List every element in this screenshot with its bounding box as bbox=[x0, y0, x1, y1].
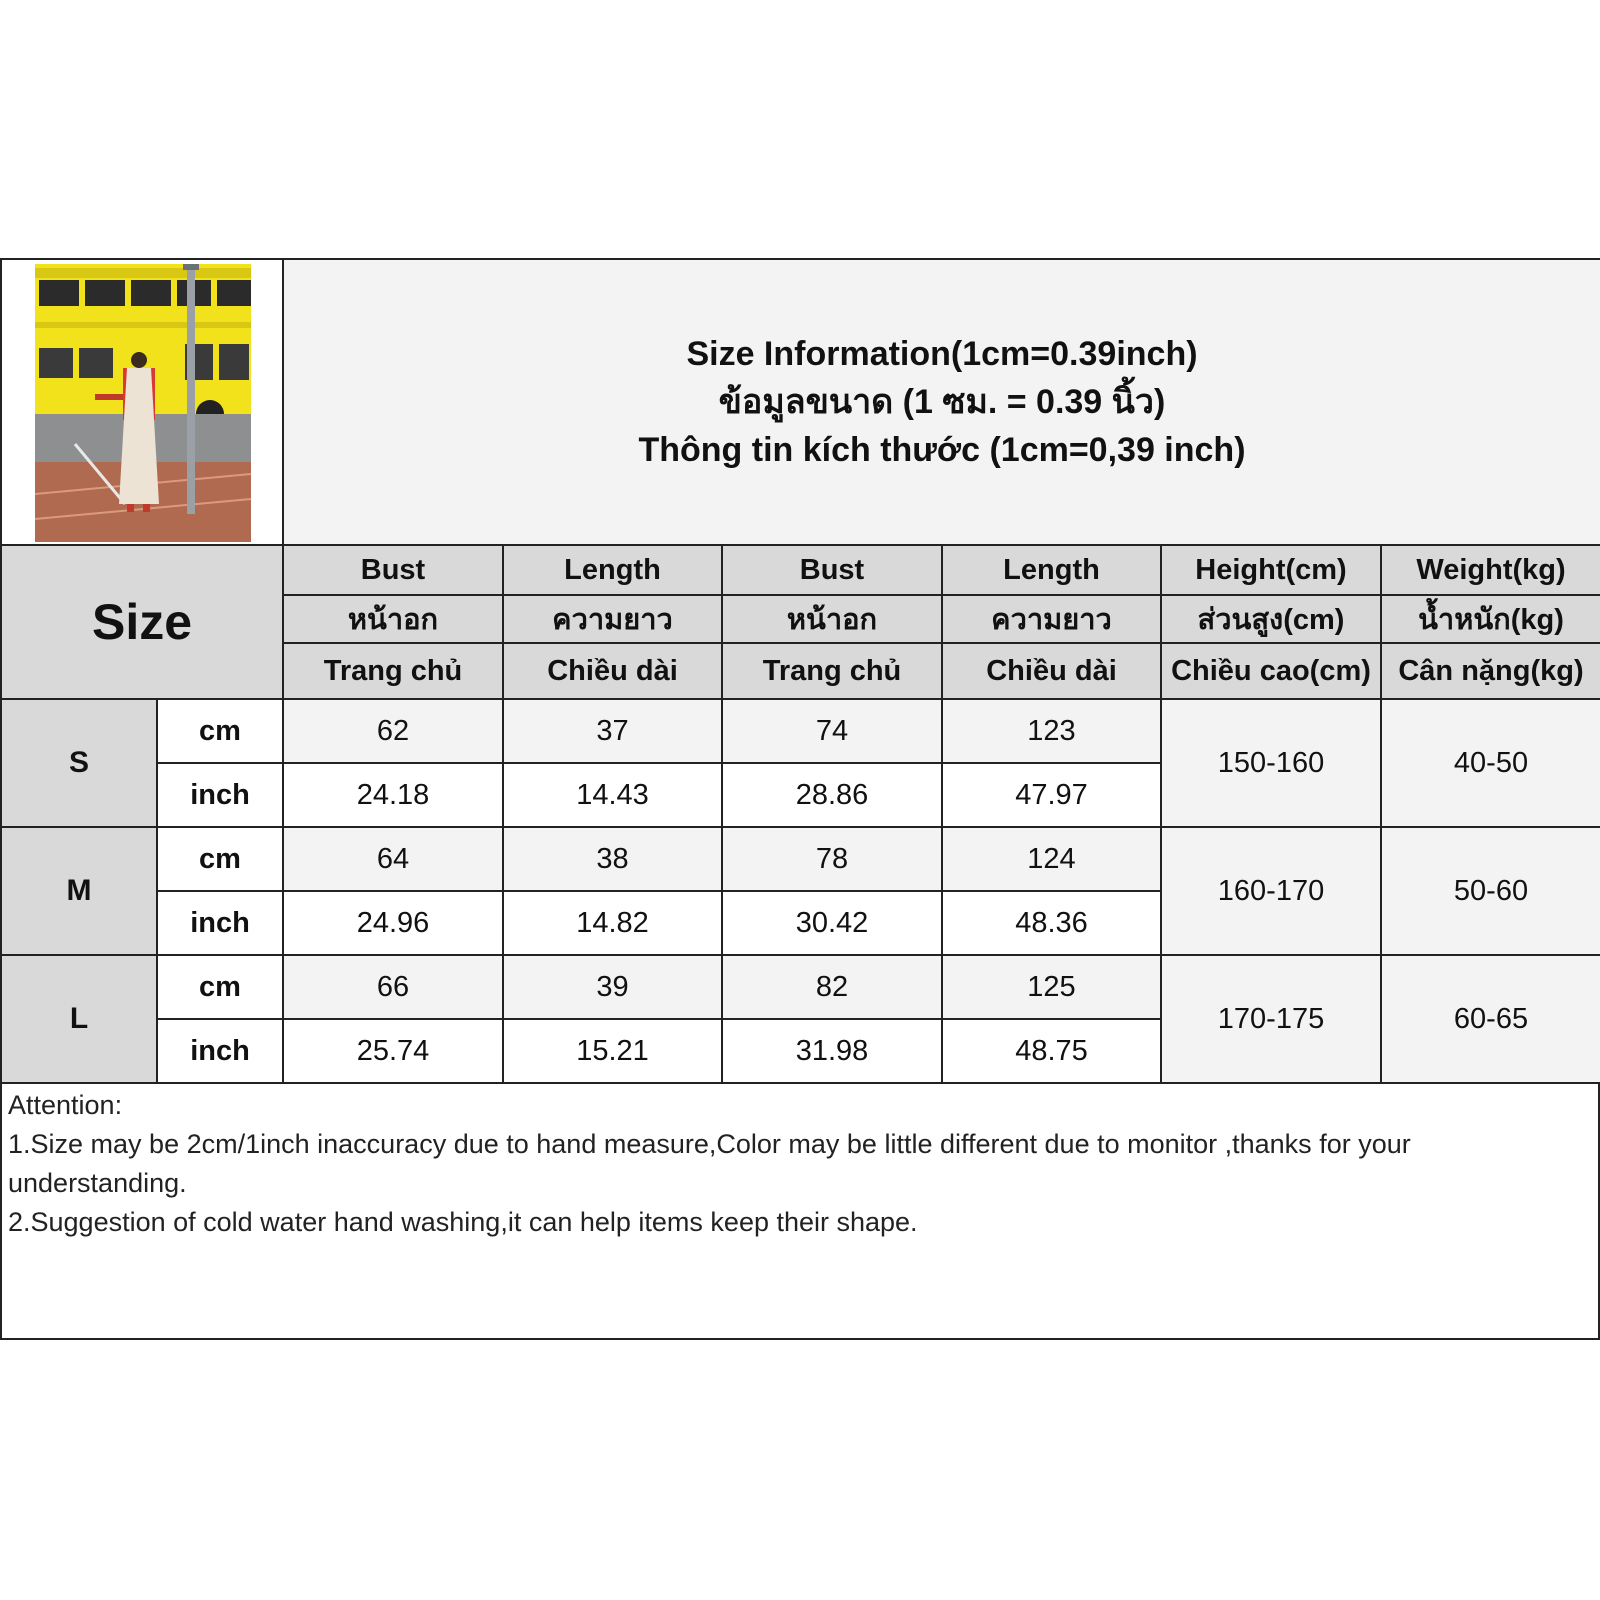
unit-label-inch: inch bbox=[158, 892, 282, 954]
column-header-weight-vi: Cân nặng(kg) bbox=[1382, 644, 1600, 698]
column-header-length-vi: Chiều dài bbox=[504, 644, 721, 698]
table-cell: 82 bbox=[723, 956, 941, 1018]
column-header-length2-vi: Chiều dài bbox=[943, 644, 1160, 698]
size-label-l: L bbox=[2, 956, 156, 1082]
grid-line bbox=[2, 544, 1600, 546]
grid-line bbox=[502, 546, 504, 1084]
height-range-cell: 150-160 bbox=[1162, 700, 1380, 826]
attention-notes bbox=[8, 1086, 1588, 1242]
notes-item: 2.Suggestion of cold water hand washing,it can help items keep their shape. bbox=[8, 1207, 918, 1237]
column-header-bust2-en: Bust bbox=[723, 546, 941, 594]
column-header-bust2-th: หน้าอก bbox=[723, 596, 941, 642]
table-cell: 66 bbox=[284, 956, 502, 1018]
table-cell: 48.75 bbox=[943, 1020, 1160, 1082]
size-label-s: S bbox=[2, 700, 156, 826]
table-cell: 14.43 bbox=[504, 764, 721, 826]
table-cell: 78 bbox=[723, 828, 941, 890]
title-line-vietnamese: Thông tin kích thước (1cm=0,39 inch) bbox=[638, 431, 1246, 469]
weight-range-cell: 50-60 bbox=[1382, 828, 1600, 954]
column-header-bust-th: หน้าอก bbox=[284, 596, 502, 642]
grid-line bbox=[158, 890, 1160, 892]
column-header-height-vi: Chiều cao(cm) bbox=[1162, 644, 1380, 698]
table-cell: 30.42 bbox=[723, 892, 941, 954]
size-header: Size bbox=[2, 546, 282, 698]
table-cell: 38 bbox=[504, 828, 721, 890]
grid-line bbox=[158, 1018, 1160, 1020]
table-cell: 28.86 bbox=[723, 764, 941, 826]
table-cell: 125 bbox=[943, 956, 1160, 1018]
title-line-english: Size Information(1cm=0.39inch) bbox=[686, 335, 1198, 373]
notes-item: 1.Size may be 2cm/1inch inaccuracy due to hand measure,Color may be little different due to monitor ,thanks for your understanding. bbox=[8, 1129, 1411, 1198]
height-range-cell: 160-170 bbox=[1162, 828, 1380, 954]
unit-label-cm: cm bbox=[158, 828, 282, 890]
table-cell: 24.96 bbox=[284, 892, 502, 954]
column-header-weight-th: น้ำหนัก(kg) bbox=[1382, 596, 1600, 642]
grid-line bbox=[156, 700, 158, 1084]
table-cell: 31.98 bbox=[723, 1020, 941, 1082]
grid-line bbox=[2, 698, 1600, 700]
column-header-length-en: Length bbox=[504, 546, 721, 594]
table-cell: 74 bbox=[723, 700, 941, 762]
grid-line bbox=[1160, 546, 1162, 1084]
column-header-weight-en: Weight(kg) bbox=[1382, 546, 1600, 594]
unit-label-inch: inch bbox=[158, 764, 282, 826]
grid-line bbox=[158, 762, 1160, 764]
column-header-height-th: ส่วนสูง(cm) bbox=[1162, 596, 1380, 642]
grid-line bbox=[721, 546, 723, 1084]
size-chart-sheet bbox=[0, 258, 1600, 1340]
column-header-length2-th: ความยาว bbox=[943, 596, 1160, 642]
unit-label-inch: inch bbox=[158, 1020, 282, 1082]
product-photo bbox=[35, 264, 251, 542]
weight-range-cell: 60-65 bbox=[1382, 956, 1600, 1082]
notes-heading: Attention: bbox=[8, 1090, 123, 1120]
column-header-height-en: Height(cm) bbox=[1162, 546, 1380, 594]
grid-line bbox=[2, 826, 1600, 828]
table-cell: 123 bbox=[943, 700, 1160, 762]
title-line-thai: ข้อมูลขนาด (1 ซม. = 0.39 นิ้ว) bbox=[718, 383, 1166, 421]
size-info-title bbox=[284, 260, 1600, 544]
column-header-length-th: ความยาว bbox=[504, 596, 721, 642]
grid-line bbox=[2, 954, 1600, 956]
table-cell: 64 bbox=[284, 828, 502, 890]
weight-range-cell: 40-50 bbox=[1382, 700, 1600, 826]
grid-line bbox=[1380, 546, 1382, 1084]
table-cell: 39 bbox=[504, 956, 721, 1018]
table-cell: 124 bbox=[943, 828, 1160, 890]
table-cell: 37 bbox=[504, 700, 721, 762]
table-cell: 15.21 bbox=[504, 1020, 721, 1082]
table-cell: 47.97 bbox=[943, 764, 1160, 826]
table-cell: 24.18 bbox=[284, 764, 502, 826]
table-cell: 14.82 bbox=[504, 892, 721, 954]
unit-label-cm: cm bbox=[158, 956, 282, 1018]
size-label-m: M bbox=[2, 828, 156, 954]
table-cell: 25.74 bbox=[284, 1020, 502, 1082]
grid-line bbox=[941, 546, 943, 1084]
column-header-length2-en: Length bbox=[943, 546, 1160, 594]
grid-line bbox=[282, 260, 284, 1084]
table-cell: 62 bbox=[284, 700, 502, 762]
height-range-cell: 170-175 bbox=[1162, 956, 1380, 1082]
column-header-bust-en: Bust bbox=[284, 546, 502, 594]
column-header-bust2-vi: Trang chủ bbox=[723, 644, 941, 698]
unit-label-cm: cm bbox=[158, 700, 282, 762]
table-cell: 48.36 bbox=[943, 892, 1160, 954]
grid-line bbox=[2, 1082, 1600, 1084]
column-header-bust-vi: Trang chủ bbox=[284, 644, 502, 698]
